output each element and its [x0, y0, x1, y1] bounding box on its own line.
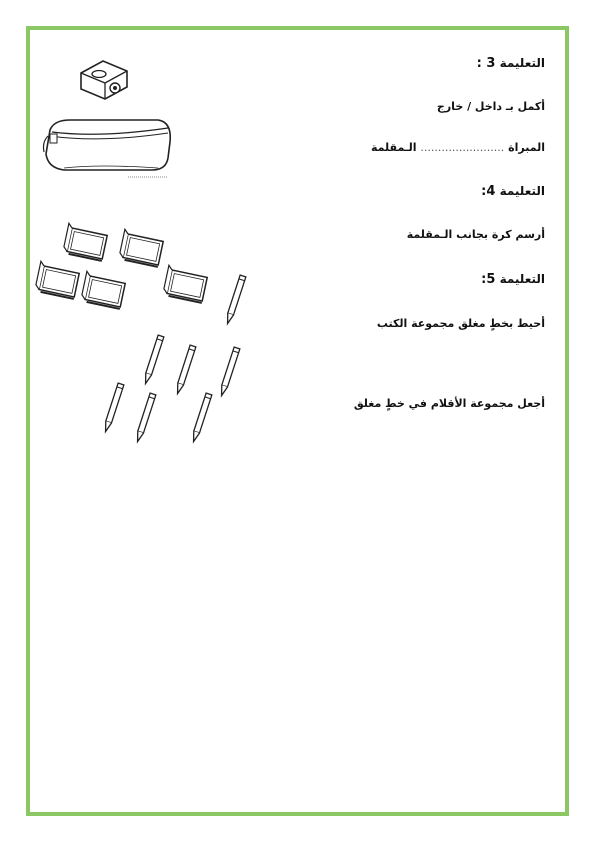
circle-books-instruction: أحيط بخطٍ مغلق مجموعة الكتب: [376, 317, 545, 330]
pencil-icon: [103, 383, 124, 432]
instruction-5-label: التعليمة: [499, 272, 545, 286]
pencil-icon: [191, 393, 212, 442]
pencils-group: [95, 270, 255, 445]
sharpener-icon: [75, 55, 135, 105]
fill-left-word: المبراة: [508, 141, 545, 154]
fill-blank-dots[interactable]: ........................: [420, 141, 505, 154]
fill-right-word: الـمقلمة: [371, 141, 417, 154]
pencil-icon: [225, 275, 246, 324]
instruction-4-label: التعليمة: [499, 184, 545, 198]
draw-ball-instruction: أرسم كرة بجانب الـمقلمة: [406, 228, 545, 241]
circle-pencils-instruction: أجعل مجموعة الأقلام في خطٍ مغلق: [353, 397, 545, 410]
pencil-case-icon: [40, 112, 175, 180]
book-icon: [63, 223, 108, 261]
pencil-icon: [175, 345, 196, 394]
fill-in-line: [371, 141, 545, 154]
book-icon: [35, 261, 80, 299]
pencil-icon: [143, 335, 164, 384]
pencil-icon: [219, 347, 240, 396]
book-icon: [119, 229, 164, 267]
instruction-3-heading: [477, 56, 545, 71]
instruction-5-number: 5:: [481, 272, 496, 287]
instruction-4-number: 4:: [481, 184, 496, 199]
instruction-4-heading: [481, 184, 545, 199]
instruction-5-heading: [481, 272, 545, 287]
instruction-3-number: 3 :: [476, 56, 496, 71]
pencil-icon: [135, 393, 156, 442]
complete-instruction: أكمل بـ داخل / خارج: [436, 100, 545, 113]
instruction-3-label: التعليمة: [499, 56, 545, 70]
